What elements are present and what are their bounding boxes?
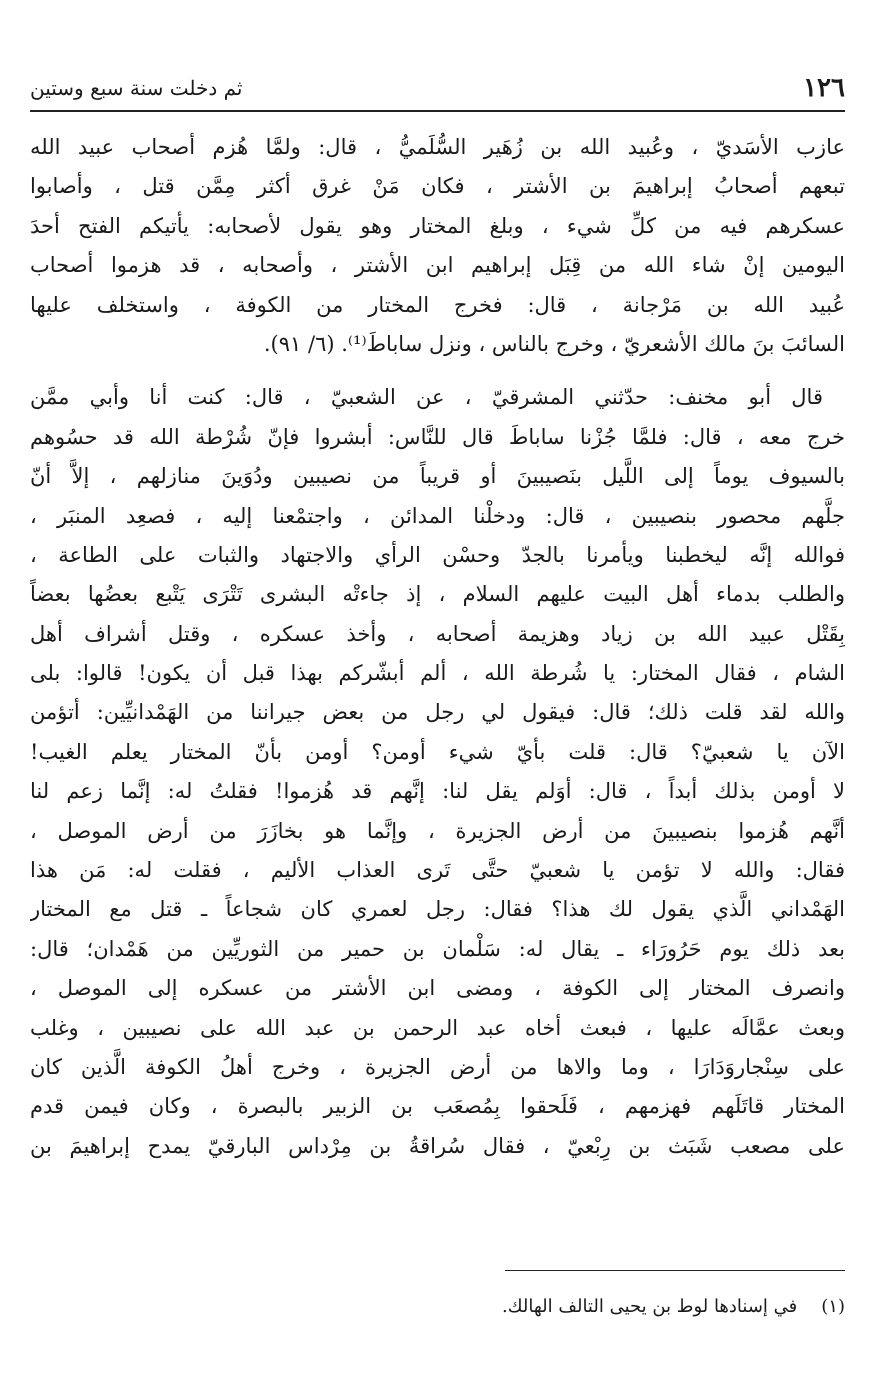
text-line: عازب الأسَديّ ، وعُبيد الله بن زُهَير السُّلَميُّ ، قال: ولمَّا هُزم أصحاب عبيد الله: [30, 135, 845, 159]
paragraph-1: [30, 128, 845, 364]
main-text: [30, 128, 845, 1166]
text-line: عُبيد الله بن مَرْجانة ، قال: فخرج المختار من الكوفة ، واستخلف عليها: [30, 292, 845, 317]
text-line: اليومين إنْ شاء الله من قِبَل إبراهيم ابن الأشتر ، وأصحابه ، قد هزموا أصحاب: [30, 253, 845, 278]
text-line: جلَّهم محصور بنصيبين ، قال: ودخلْنا المدائن ، واجتمْعنا إليه ، فصعِد المنبَر ،: [30, 503, 845, 528]
footnote: [30, 1294, 845, 1320]
text-line: عسكرهم فيه من كلِّ شيء ، وبلغ المختار وهو يقول لأصحابه: يأتيكم الفتح أحدَ: [30, 213, 845, 238]
text-line: والله لقد قلت ذلك؛ قال: فيقول لي رجل من بعض جيراننا من الهَمْدانيِّين: أتؤمن: [30, 700, 845, 725]
text-line: على مصعب شَبَث بن رِبْعيّ ، فقال سُراقةُ بن مِرْداس البارقيّ يمدح إبراهيمَ بن: [30, 1133, 845, 1158]
page-header: [30, 66, 845, 112]
text-line: بالسيوف يوماً إلى اللَّيل بنَصيبينَ أو قريباً من نصيبين ودُوَينَ منازلهم ، إلاَّ أنّ: [30, 464, 845, 489]
text-line: والطلب بدماء أهل البيت عليهم السلام ، إذ جاءتْه البشرى تَتْرَى يَتْبع بعضُها بعضاً: [30, 582, 845, 607]
paragraph-2: [30, 378, 845, 1166]
text-line: وانصرف المختار إلى الكوفة ، ومضى ابن الأشتر من عسكره إلى الموصل ،: [30, 976, 845, 1001]
text-line: الشام ، فقال المختار: يا شُرطة الله ، ألم أبشّركم بهذا قبل أن يكون! قالوا: بلى: [30, 661, 845, 686]
page-number: ١٢٦: [803, 73, 845, 103]
text-line: على سِنْجاروَدَارَا ، وما والاها من أرض الجزيرة ، وخرج أهلُ الكوفة الَّذين كان: [30, 1054, 845, 1079]
text-line: فقال: والله لا تؤمن يا شعبيّ حتَّى تَرى العذاب الأليم ، فقلت له: مَن هذا: [30, 858, 845, 883]
text-line: لا أومن بذلك أبداً ، قال: أوَلم يقل لنا: إنَّهم قد هُزموا! فقلتُ له: إنَّما زعم لنا: [30, 779, 845, 804]
footnote-divider: [505, 1270, 845, 1271]
footnote-marker: (١): [821, 1296, 845, 1317]
text-line: خرج معه ، قال: فلمَّا جُزْنا ساباطَ قال للنَّاس: أبشروا فإنّ شُرْطة الله قد حسُوهم: [30, 424, 845, 449]
text-line: أنَّهم هُزموا بنصيبينَ من أرض الجزيرة ، وإنَّما هو بخازَرَ من أرض الموصل ،: [30, 818, 845, 843]
running-title: ثم دخلت سنة سبع وستين: [30, 76, 243, 100]
text-line: السائبَ بنَ مالك الأشعريّ ، وخرج بالناس ، ونزل ساباطَ⁽¹⁾. (٦/ ٩١).: [263, 331, 845, 356]
text-line: تبعهم أصحابُ إبراهيمَ بن الأشتر ، فكان مَنْ غرق أكثر مِمَّن قتل ، وأصابوا: [30, 174, 845, 199]
text-line: الهَمْداني الَّذي يقول لك هذا؟ فقال: رجل لعمري كان شجاعاً ـ قتل مع المختار: [30, 897, 845, 922]
paragraph-gap: [30, 364, 845, 378]
text-line: وبعث عمَّالَه عليها ، فبعث أخاه عبد الرحمن بن عبد الله على نصيبين ، وغلب: [30, 1015, 845, 1040]
text-line: الآن يا شعبيّ؟ قال: قلت بأيّ شيء أومن؟ أومن بأنّ المختار يعلم الغيب!: [30, 739, 845, 764]
text-line: فوالله إنَّه ليخطبنا ويأمرنا بالجدّ وحسْن الرأي والاجتهاد والثبات على الطاعة ،: [30, 542, 845, 567]
text-line: بعد ذلك يوم حَرُورَاء ـ يقال له: سَلْمان بن حمير من الثوريِّين من هَمْدان؛ قال:: [30, 936, 845, 961]
text-line: المختار قاتَلَهم فهزمهم ، فَلَحقوا بِمُصعَب بن الزبير بالبصرة ، وكان فيمن قدم: [30, 1094, 845, 1119]
text-line: بِقَتْل عبيد الله بن زياد وهزيمة أصحابه ، وأخذ عسكره ، وقتل أشراف أهل: [30, 621, 845, 646]
text-line: قال أبو مخنف: حدّثني المشرقيّ ، عن الشعبيّ ، قال: كنت أنا وأبي ممَّن: [30, 385, 823, 410]
footnote-text: في إسنادها لوط بن يحيى التالف الهالك.: [501, 1296, 798, 1317]
